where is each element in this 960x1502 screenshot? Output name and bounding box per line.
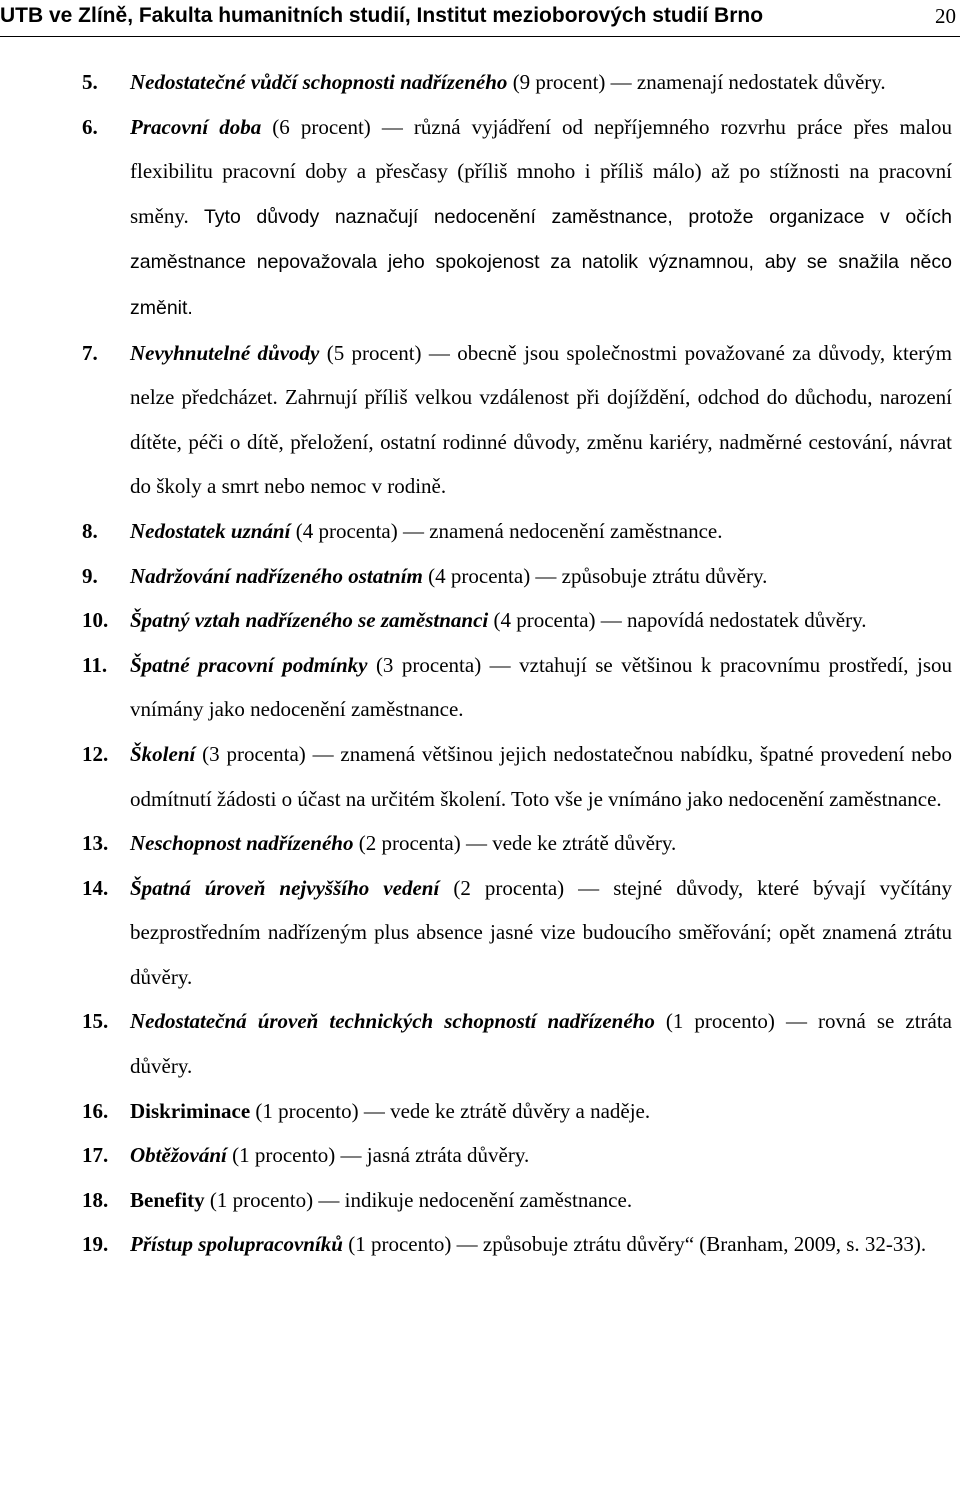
item-text: (4 procenta) — napovídá nedostatek důvěry.: [488, 608, 867, 633]
item-number: 12.: [82, 741, 109, 766]
list-item: [0, 1178, 960, 1223]
item-text: (3 procenta) — znamená většinou jejich nedostatečnou nabídku, špatné provedení nebo odmítnutí žádosti o účast na určitém školení. Toto vše je vnímáno jako nedocenění zaměstnance.: [130, 741, 952, 811]
item-number: 16.: [82, 1098, 109, 1123]
item-name: Nedostatek uznání: [130, 518, 291, 543]
item-number: 9.: [82, 563, 98, 588]
item-text: (6 procent) — různá vyjádření od nepříjemného rozvrhu práce přes malou flexibilitu pracovní doby a přesčasy (příliš mnoho i příliš málo) až po stížnosti na pracovní směny.: [130, 114, 952, 228]
item-text: (1 procento) — jasná ztráta důvěry.: [226, 1143, 530, 1168]
item-number: 19.: [82, 1232, 109, 1257]
list-item: [0, 821, 960, 866]
item-name: Špatné pracovní podmínky: [130, 652, 368, 677]
item-number: 15.: [82, 1009, 109, 1034]
header-title: UTB ve Zlíně, Fakulta humanitních studií, Institut mezioborových studií Brno: [0, 4, 764, 27]
item-name: Obtěžování: [130, 1143, 227, 1168]
item-name: Diskriminace: [130, 1098, 251, 1123]
item-text: (3 procenta) — vztahují se většinou k pracovnímu prostředí, jsou vnímány jako nedocenění zaměstnance.: [130, 652, 952, 722]
item-name: Pracovní doba: [130, 114, 262, 139]
item-number: 7.: [82, 340, 98, 365]
item-text: (4 procenta) — způsobuje ztrátu důvěry.: [422, 563, 768, 588]
item-text: (9 procent) — znamenají nedostatek důvěry.: [507, 70, 886, 94]
list-item: [0, 331, 960, 509]
item-name: Špatný vztah nadřízeného se zaměstnanci: [130, 608, 489, 633]
item-number: 5.: [82, 70, 98, 94]
list-item: [0, 105, 960, 331]
item-name: Neschopnost nadřízeného: [130, 831, 354, 856]
item-number: 18.: [82, 1187, 109, 1212]
list-item: [0, 866, 960, 1000]
item-name: Špatná úroveň nejvyššího vedení: [130, 875, 440, 900]
item-number: 6.: [82, 114, 98, 139]
item-text: (2 procenta) — stejné důvody, které bývají vyčítány bezprostředním nadřízeným plus absence jasné vize budoucího směřování; opět znamená ztrátu důvěry.: [130, 875, 952, 989]
list-item: [0, 509, 960, 554]
list-item: [0, 554, 960, 599]
list-item: [0, 1089, 960, 1134]
list-item: [0, 1133, 960, 1178]
item-name: Školení: [130, 741, 196, 766]
item-name: Nadržování nadřízeného ostatním: [130, 563, 423, 588]
item-number: 11.: [82, 652, 108, 677]
item-text: (4 procenta) — znamená nedocenění zaměstnance.: [290, 518, 723, 543]
list-item: [0, 643, 960, 732]
page-header: [0, 0, 960, 37]
item-number: 8.: [82, 518, 98, 543]
item-text: (5 procent) — obecně jsou společnostmi považované za důvody, kterým nelze předcházet. Zahrnují příliš velkou vzdálenost při dojíždění, odchod do důchodu, narození dítěte, péči o dítě, přeložení, ostatní rodinné důvody, změnu kariéry, nadměrné cestování, návrat do školy a smrt nebo nemoc v rodině.: [130, 340, 952, 499]
item-name: Benefity: [130, 1187, 205, 1212]
item-name: Nedostatečné vůdčí schopnosti nadřízeného: [130, 70, 508, 94]
item-number: 13.: [82, 831, 109, 856]
page-number: 20: [935, 4, 956, 28]
list-item: [0, 598, 960, 643]
item-text: (1 procento) — vede ke ztrátě důvěry a naděje.: [250, 1098, 651, 1123]
item-name: Nedostatečná úroveň technických schopností nadřízeného: [130, 1009, 655, 1034]
item-text-tail: Tyto důvody naznačují nedocenění zaměstnance, protože organizace v očích zaměstnance nepovažovala jeho spokojenost za natolik významnou, aby se snažila něco změnit.: [130, 205, 952, 319]
list-item: [0, 732, 960, 821]
list-item: [0, 60, 960, 105]
reasons-list: [0, 60, 960, 1267]
list-item: [0, 1222, 960, 1267]
item-text: (1 procento) — způsobuje ztrátu důvěry“ (Branham, 2009, s. 32-33).: [342, 1232, 927, 1257]
item-number: 10.: [82, 608, 109, 633]
item-text: (2 procenta) — vede ke ztrátě důvěry.: [353, 831, 677, 856]
item-name: Přístup spolupracovníků: [130, 1232, 343, 1257]
item-name: Nevyhnutelné důvody: [130, 340, 320, 365]
item-number: 17.: [82, 1143, 109, 1168]
item-number: 14.: [82, 875, 109, 900]
list-item: [0, 999, 960, 1088]
item-text: (1 procento) — indikuje nedocenění zaměstnance.: [204, 1187, 633, 1212]
item-text: (1 procento) — rovná se ztráta důvěry.: [130, 1009, 952, 1079]
